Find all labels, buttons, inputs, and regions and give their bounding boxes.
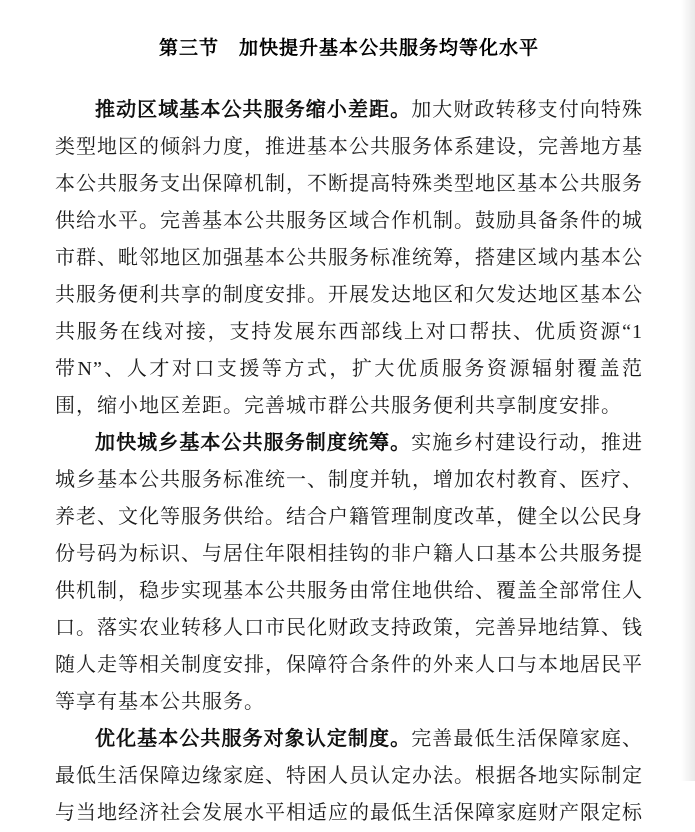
paragraph xyxy=(55,92,643,425)
paragraph xyxy=(55,425,643,721)
paragraph-text: 加大财政转移支付向特殊类型地区的倾斜力度，推进基本公共服务体系建设，完善地方基本公共服务支出保障机制，不断提高特殊类型地区基本公共服务供给水平。完善基本公共服务区域合作机制。鼓励具备条件的城市群、毗邻地区加强基本公共服务标准统筹，搭建区域内基本公共服务便利共享的制度安排。开展发达地区和欠发达地区基本公共服务在线对接，支持发展东西部线上对口帮扶、优质资源“1 带N”、人才对口支援等方式，扩大优质服务资源辐射覆盖范围，缩小地区差距。完善城市群公共服务便利共享制度安排。 xyxy=(55,99,644,417)
paragraph-text: 实施乡村建设行动，推进城乡基本公共服务标准统一、制度并轨，增加农村教育、医疗、养老、文化等服务供给。结合户籍管理制度改革，健全以公民身份号码为标识、与居住年限相挂钩的非户籍人口基本公共服务提供机制，稳步实现基本公共服务由常住地供给、覆盖全部常住人口。落实农业转移人口市民化财政支持政策，完善异地结算、钱随人走等相关制度安排，保障符合条件的外来人口与本地居民平等享有基本公共服务。 xyxy=(55,432,644,713)
paragraph-text: 完善最低生活保障家庭、最低生活保障边缘家庭、特困人员认定办法。根据各地实际制定与当地经济社会发展水平相适应的最低生活保障家庭财产限定标 xyxy=(55,728,644,824)
paragraph xyxy=(55,721,643,832)
section-title: 第三节 加快提升基本公共服务均等化水平 xyxy=(158,38,539,59)
paragraph-lead: 优化基本公共服务对象认定制度。 xyxy=(95,728,412,750)
paragraph-lead: 推动区域基本公共服务缩小差距。 xyxy=(95,99,412,121)
paragraph-lead: 加快城乡基本公共服务制度统筹。 xyxy=(95,432,412,454)
